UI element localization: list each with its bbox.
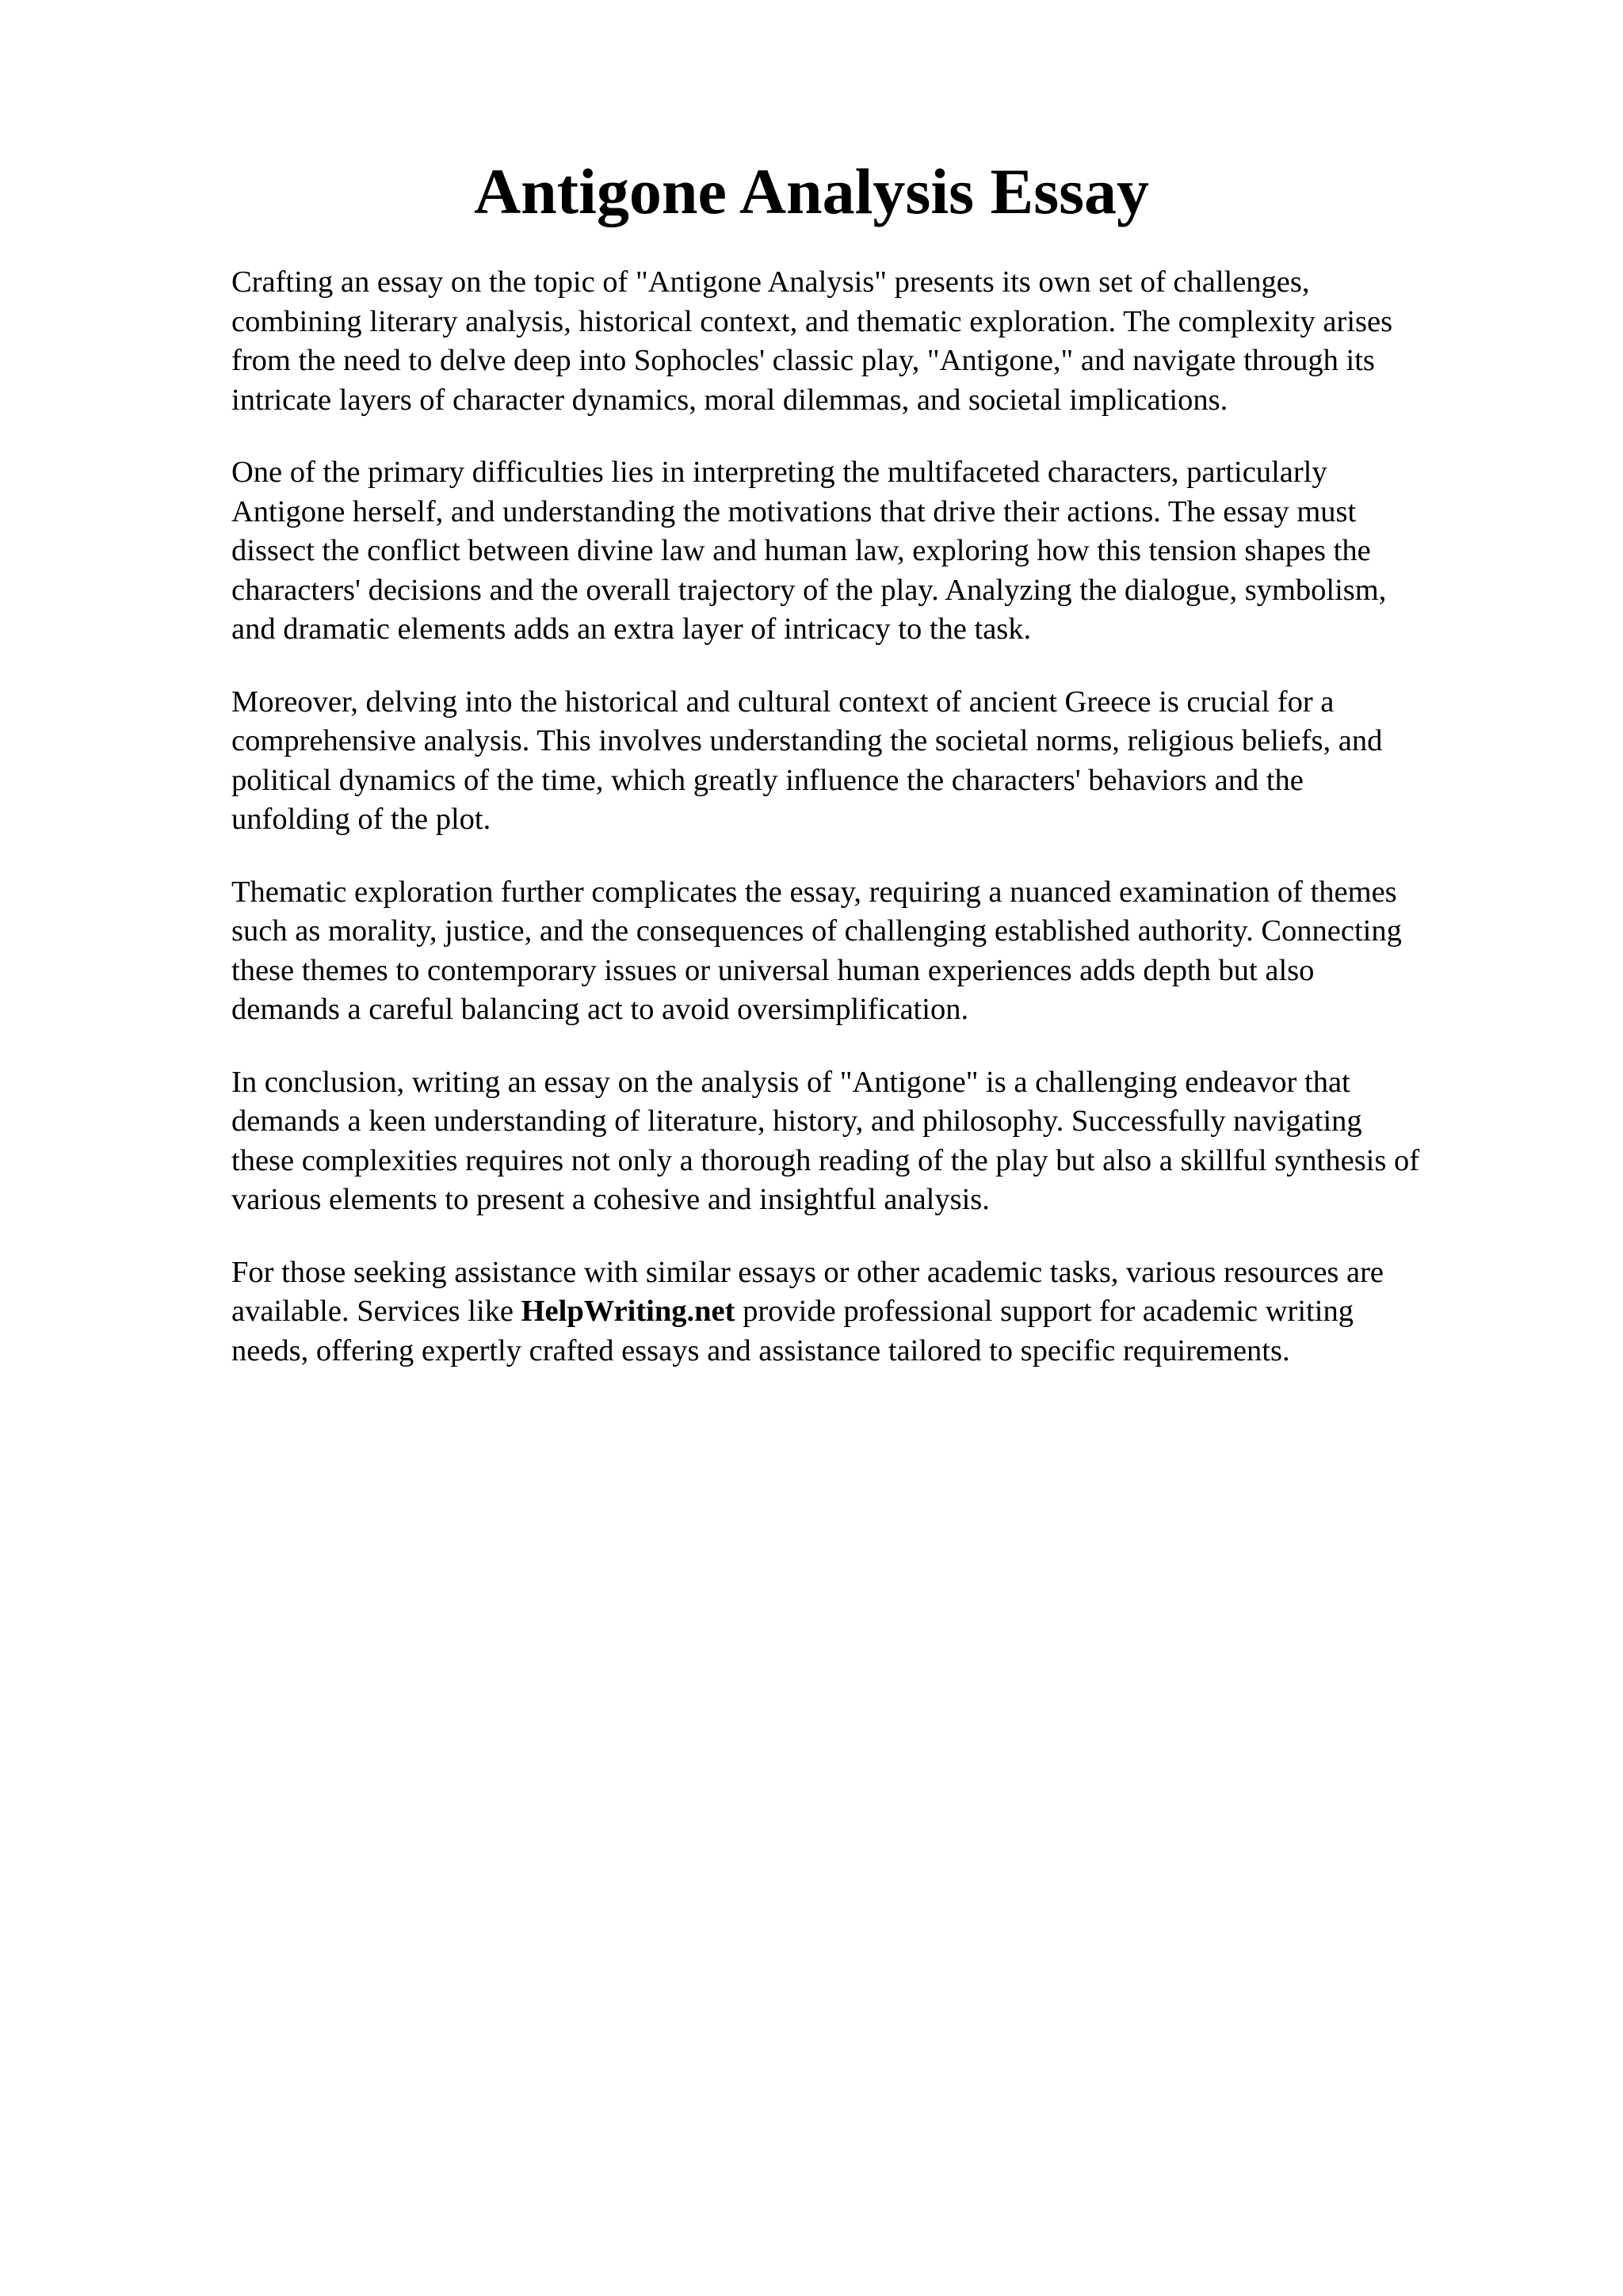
paragraph-6-text-after: provide professional support for academic writing needs, offering expertly crafted essays and assistance tailored to specific requirements. [231, 1295, 1354, 1367]
page-title: Antigone Analysis Essay [473, 155, 1150, 227]
paragraph-4: Thematic exploration further complicates the essay, requiring a nuanced examination of themes such as morality, justice, and the consequences of challenging established authority. Connecting these themes to contemporary issues or universal human experiences adds depth but also demands a careful balancing act to avoid oversimplification. [231, 875, 1402, 1026]
paragraph-2: One of the primary difficulties lies in interpreting the multifaceted characters, particularly Antigone herself, and understanding the motivations that drive their actions. The essay must dissect the conflict between divine law and human law, exploring how this tension shapes the characters' decisions and the overall trajectory of the play. Analyzing the dialogue, symbolism, and dramatic elements adds an extra layer of intricacy to the task. [231, 456, 1387, 646]
paragraph-5: In conclusion, writing an essay on the analysis of "Antigone" is a challenging endeavor that demands a keen understanding of literature, history, and philosophy. Successfully navigating these complexities requires not only a thorough reading of the play but also a skillful synthesis of various elements to present a cohesive and insightful analysis. [231, 1065, 1420, 1216]
paragraph-1: Crafting an essay on the topic of "Antigone Analysis" presents its own set of challenges, combining literary analysis, historical context, and thematic exploration. The complexity arises from the need to delve deep into Sophocles' classic play, "Antigone," and navigate through its intricate layers of character dynamics, moral dilemmas, and societal implications. [231, 265, 1393, 417]
paragraph-6 [231, 1253, 1531, 1371]
paragraph-6-text-before: For those seeking assistance with similar essays or other academic tasks, various resources are available. Services like [231, 1255, 1384, 1328]
essay-body [231, 263, 1531, 1404]
helpwriting-link[interactable]: HelpWriting.net [521, 1295, 735, 1328]
paragraph-3: Moreover, delving into the historical and cultural context of ancient Greece is crucial for a comprehensive analysis. This involves understanding the societal norms, religious beliefs, and political dynamics of the time, which greatly influence the characters' behaviors and the unfolding of the plot. [231, 685, 1383, 836]
